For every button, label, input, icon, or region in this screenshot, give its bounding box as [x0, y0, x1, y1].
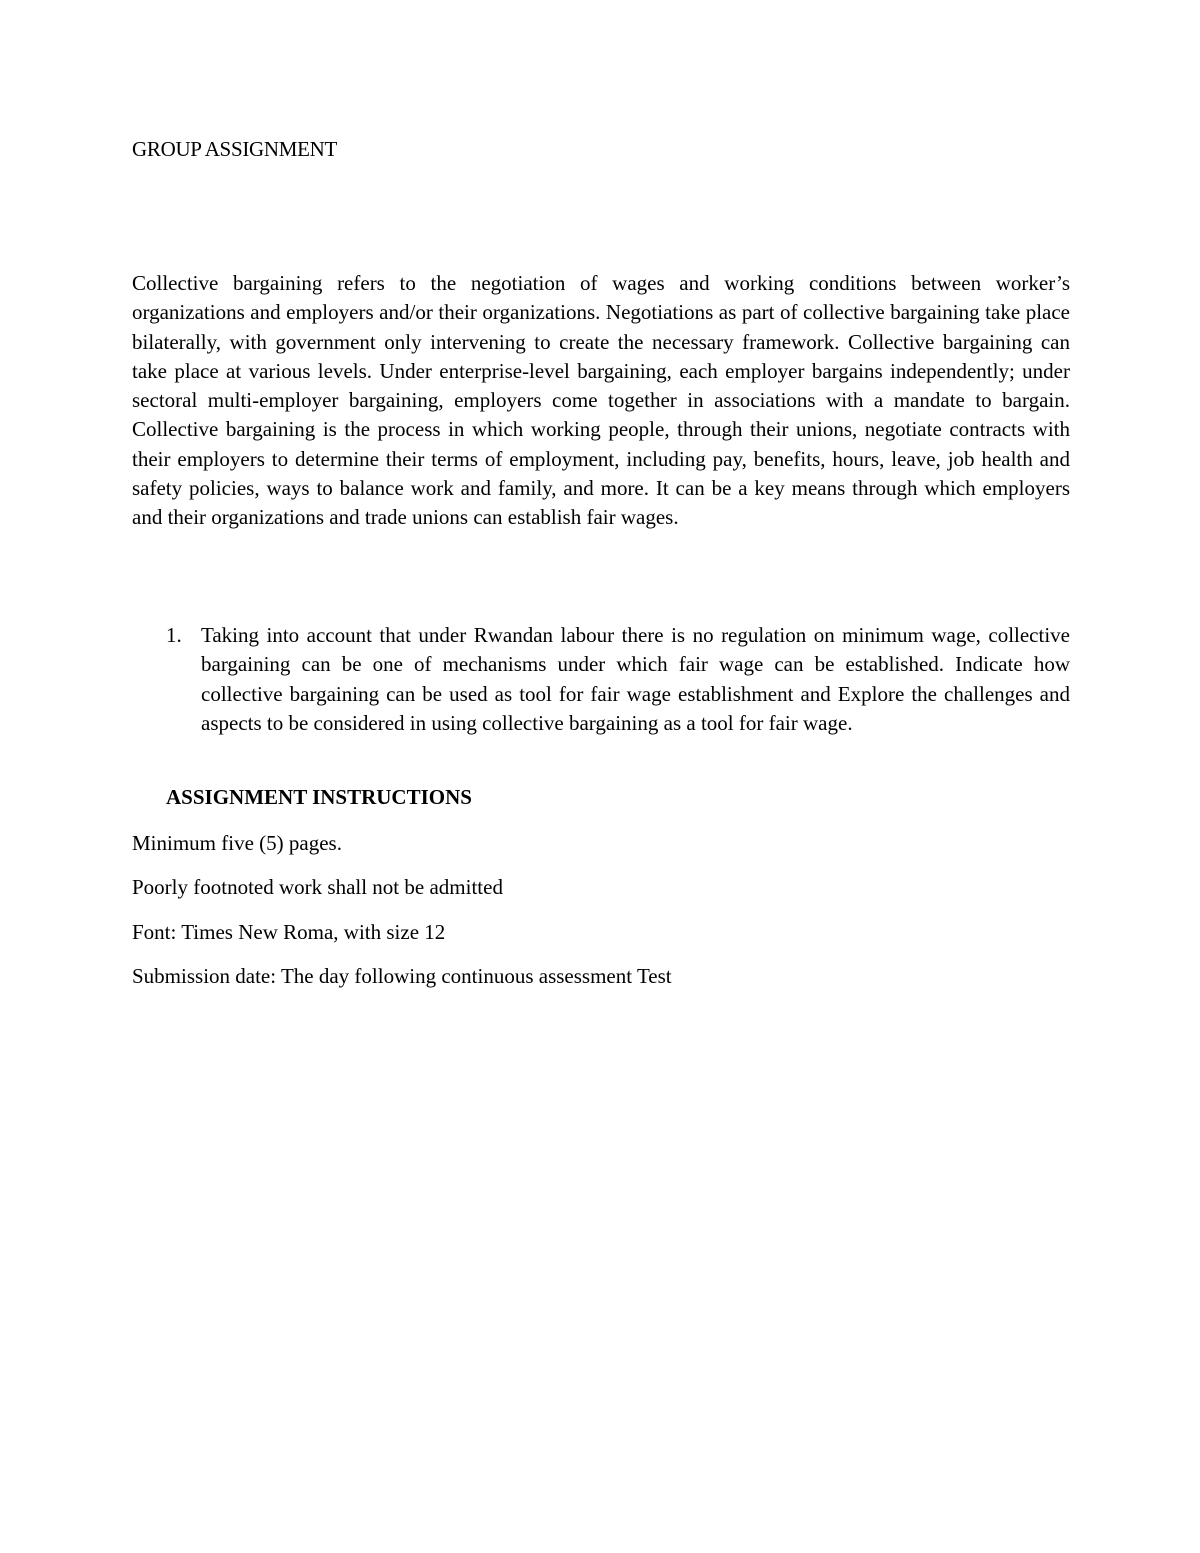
document-title: GROUP ASSIGNMENT [132, 137, 338, 161]
intro-paragraph: Collective bargaining refers to the negotiation of wages and working conditions between worker’s organizations and employers and/or their organizations. Negotiations as part of collective bargaining take place bilaterally, with government only intervening to create the necessary framework. Collective bargaining can take place at various levels. Under enterprise-level bargaining, each employer bargains independently; under sectoral multi-employer bargaining, employers come together in associations with a mandate to bargain. Collective bargaining is the process in which working people, through their unions, negotiate contracts with their employers to determine their terms of employment, including pay, benefits, hours, leave, job health and safety policies, ways to balance work and family, and more. It can be a key means through which employers and their organizations and trade unions can establish fair wages. [132, 271, 1070, 530]
question-number: 1. [166, 623, 182, 647]
instruction-footnotes: Poorly footnoted work shall not be admitted [132, 875, 503, 899]
question-text: Taking into account that under Rwandan labour there is no regulation on minimum wage, collective bargaining can be one of mechanisms under which fair wage can be established. Indicate how collective bargaining can be used as tool for fair wage establishment and Explore the challenges and aspects to be considered in using collective bargaining as a tool for fair wage. [201, 623, 1070, 735]
instructions-heading: ASSIGNMENT INSTRUCTIONS [166, 785, 472, 809]
question-item [166, 621, 1070, 738]
instruction-font: Font: Times New Roma, with size 12 [132, 920, 446, 944]
question-list [166, 621, 1070, 738]
instruction-min-pages: Minimum five (5) pages. [132, 831, 342, 855]
instruction-submission-date: Submission date: The day following continuous assessment Test [132, 964, 672, 988]
